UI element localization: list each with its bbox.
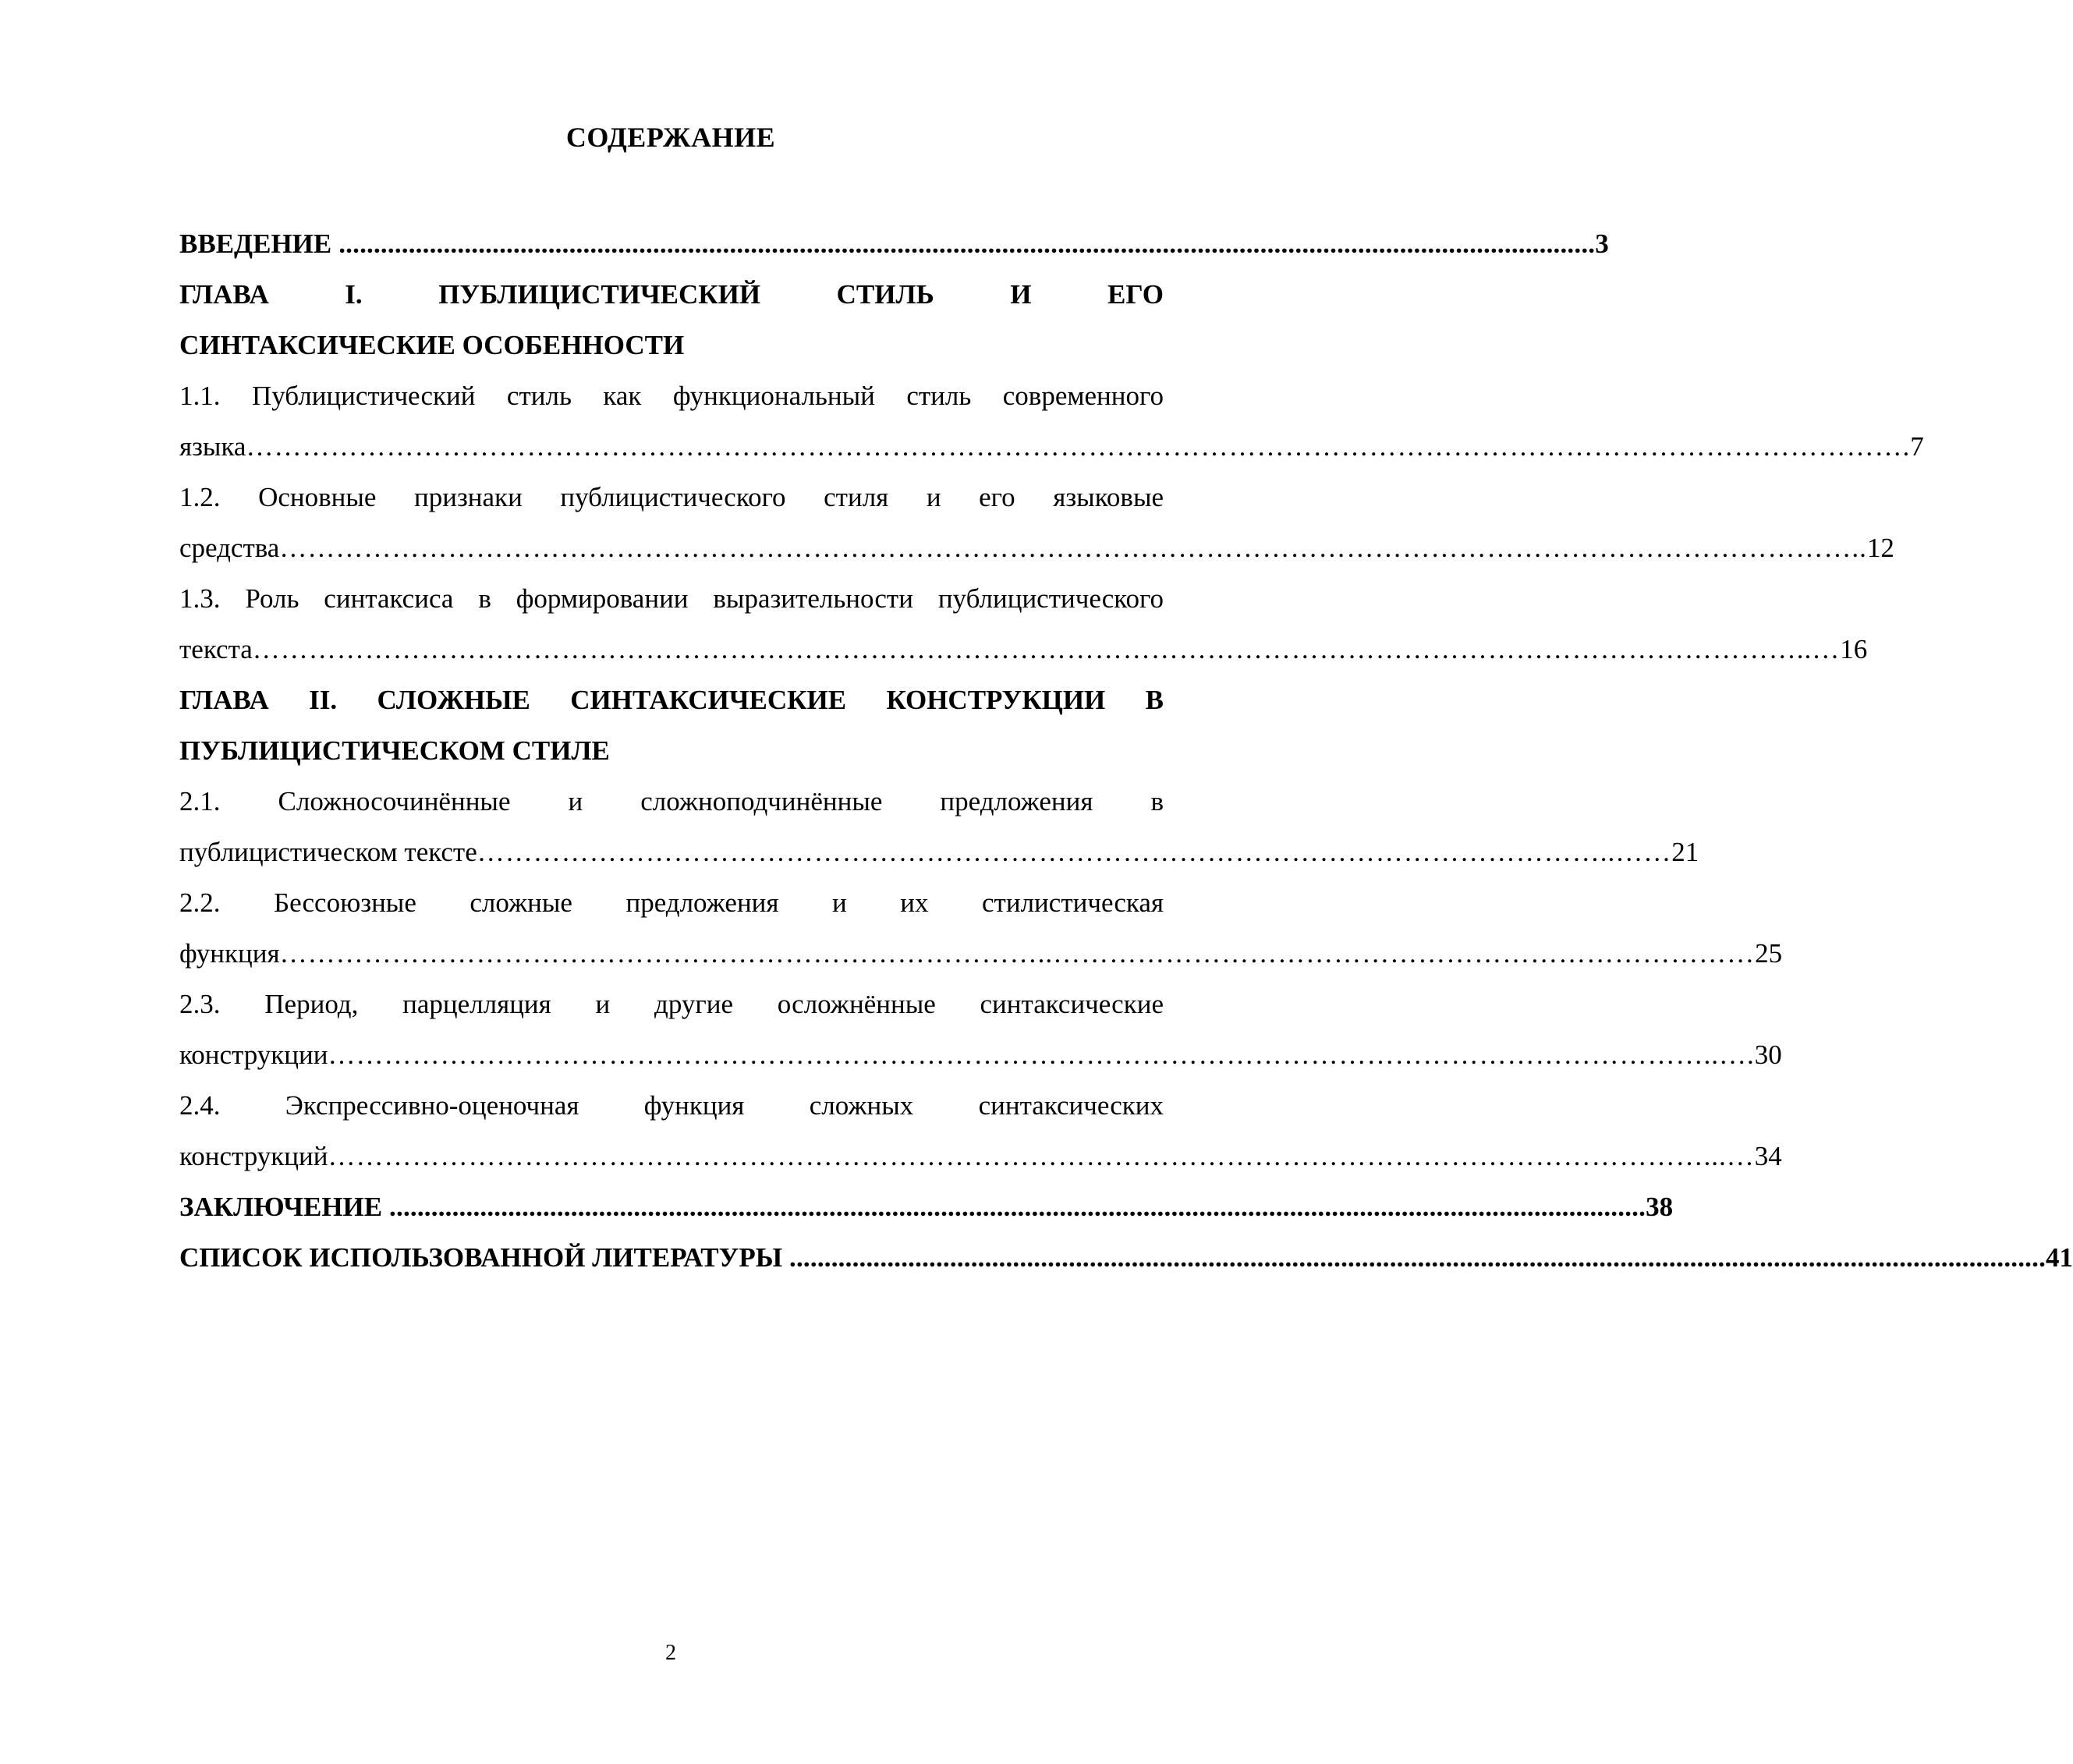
- dot-leader: ……………………………………………………………………………………………………………………………………………………..: [279, 533, 1867, 563]
- toc-entry-title-continued: функция: [179, 938, 280, 969]
- toc-entry-title: ВВЕДЕНИЕ: [179, 228, 332, 259]
- dot-leader: …………………………………………………………………………………………………………………………………..….: [328, 1040, 1755, 1070]
- toc-page-number: 12: [1866, 533, 1894, 563]
- toc-entry-title-continued: языка: [179, 431, 246, 462]
- dot-leader: ....................................................................................................................................................................................: [382, 1192, 1646, 1222]
- page-title: СОДЕРЖАНИЕ: [565, 122, 776, 153]
- toc-page-number: 34: [1754, 1141, 1782, 1171]
- dot-leader: …………………………………………………………………………………………………………………………………………………..…: [252, 634, 1841, 664]
- dot-leader: …………………………………………………………………………………………………………………………………………………………….: [246, 431, 1911, 462]
- toc-entry-title-continued: СИНТАКСИЧЕСКИЕ ОСОБЕННОСТИ: [179, 330, 685, 360]
- toc-entry-section-1-1[interactable]: [179, 370, 1924, 472]
- toc-entry-title: СПИСОК ИСПОЛЬЗОВАННОЙ ЛИТЕРАТУРЫ: [179, 1242, 783, 1273]
- dot-leader: …………………………………………………………………………………………………………………………………...…: [328, 1141, 1755, 1171]
- toc-page-number: 41: [2046, 1242, 2073, 1273]
- toc-page-number: 38: [1646, 1192, 1674, 1222]
- toc-entry-title: 2.1. Сложносочинённые и сложноподчинённые предложения в: [179, 786, 1164, 816]
- toc-page-number: 21: [1671, 837, 1699, 867]
- toc-entry-title: 2.3. Период, парцелляция и другие осложнённые синтаксические: [179, 989, 1164, 1019]
- toc-entry-title: 2.4. Экспрессивно-оценочная функция сложных синтаксических: [179, 1090, 1164, 1121]
- toc-entry-section-1-3[interactable]: [179, 573, 1868, 675]
- table-of-contents: [179, 218, 2073, 1283]
- toc-page-number: 3: [1595, 228, 1609, 259]
- toc-entry-references[interactable]: [179, 1232, 2073, 1283]
- dot-leader: ....................................................................................................................................................................................: [782, 1242, 2046, 1273]
- toc-entry-chapter-1[interactable]: [179, 269, 1164, 370]
- toc-entry-title-continued: публицистическом тексте: [179, 837, 477, 867]
- toc-page-number: 30: [1754, 1040, 1782, 1070]
- toc-page-number: 25: [1755, 938, 1783, 969]
- toc-entry-title: 1.3. Роль синтаксиса в формировании выразительности публицистического: [179, 583, 1164, 614]
- dot-leader: …………………………………………………………………………………………………………..……: [477, 837, 1672, 867]
- toc-entry-title: 1.1. Публицистический стиль как функциональный стиль современного: [179, 381, 1164, 411]
- toc-entry-section-2-3[interactable]: [179, 979, 1782, 1080]
- toc-entry-chapter-2[interactable]: [179, 675, 1164, 776]
- dot-leader: ………………………………………………………………………..…………………………………………………………………: [279, 938, 1756, 969]
- toc-page-number: 7: [1910, 431, 1924, 462]
- dot-leader: ....................................................................................................................................................................................: [331, 228, 1596, 259]
- toc-entry-section-2-4[interactable]: [179, 1080, 1782, 1181]
- toc-entry-title: ЗАКЛЮЧЕНИЕ: [179, 1192, 383, 1222]
- toc-entry-section-2-2[interactable]: [179, 877, 1783, 979]
- toc-entry-title-continued: средства: [179, 533, 280, 563]
- toc-entry-section-1-2[interactable]: [179, 472, 1894, 573]
- toc-entry-title: ГЛАВА I. ПУБЛИЦИСТИЧЕСКИЙ СТИЛЬ И ЕГО: [179, 279, 1164, 310]
- page-number: 2: [665, 1641, 676, 1665]
- toc-entry-section-2-1[interactable]: [179, 776, 1699, 877]
- toc-entry-title: 1.2. Основные признаки публицистического стиля и его языковые: [179, 482, 1164, 512]
- toc-entry-title: ГЛАВА II. СЛОЖНЫЕ СИНТАКСИЧЕСКИЕ КОНСТРУКЦИИ В: [179, 685, 1164, 715]
- toc-page-number: 16: [1840, 634, 1868, 664]
- toc-entry-title: 2.2. Бессоюзные сложные предложения и их стилистическая: [179, 887, 1164, 918]
- toc-entry-introduction[interactable]: [179, 218, 1609, 269]
- toc-entry-title-continued: конструкции: [179, 1040, 328, 1070]
- toc-entry-conclusion[interactable]: [179, 1181, 1674, 1232]
- toc-entry-title-continued: текста: [179, 634, 253, 664]
- toc-entry-title-continued: ПУБЛИЦИСТИЧЕСКОМ СТИЛЕ: [179, 735, 610, 766]
- toc-entry-title-continued: конструкций: [179, 1141, 328, 1171]
